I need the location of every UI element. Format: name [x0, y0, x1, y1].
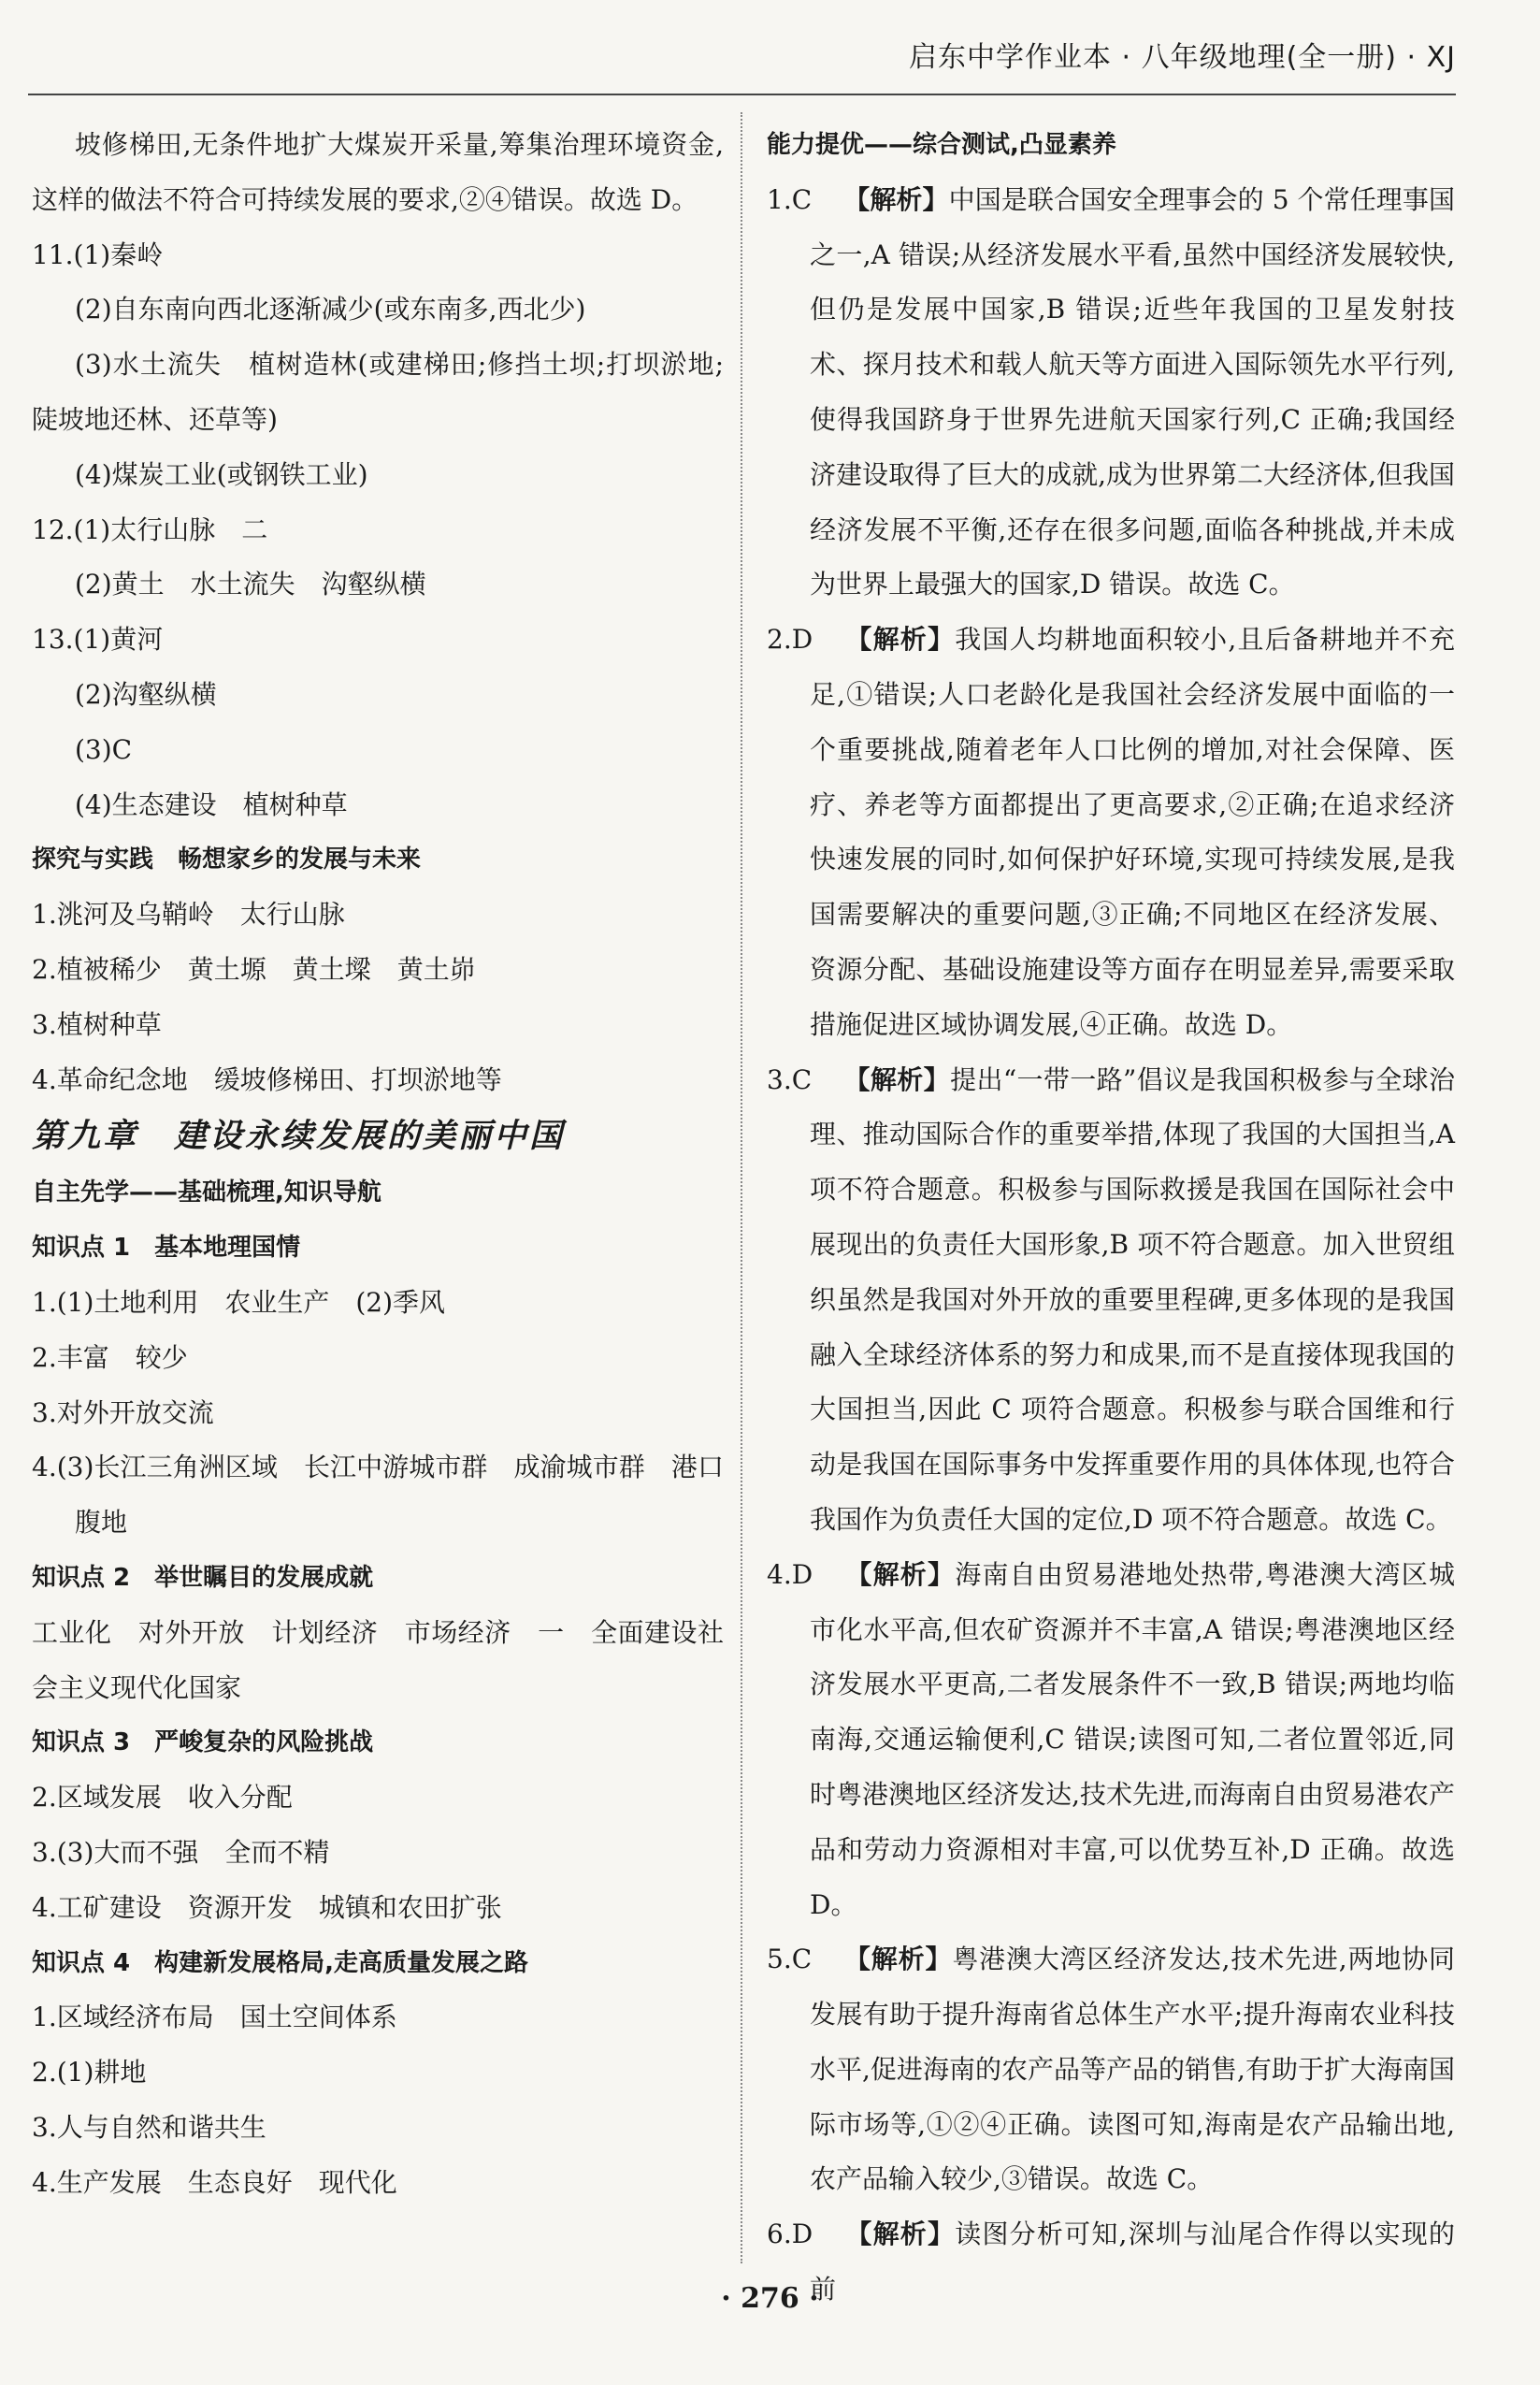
analysis-tag: 【解析】	[843, 183, 949, 215]
page-number: · 276 ·	[721, 2282, 819, 2315]
book-title: 启东中学作业本 · 八年级地理(全一册) · XJ	[908, 41, 1456, 74]
kp1-item: 4.(3)长江三角洲区域 长江中游城市群 成渝城市群 港口腹地	[32, 1452, 724, 1539]
explore-item: 4.革命纪念地 缓坡修梯田、打坝淤地等	[32, 1063, 502, 1095]
answer-text: 粤港澳大湾区经济发达,技术先进,两地协同发展有助于提升海南省总体生产水平;提升海南农业科技水平,促进海南的农产品等产品的销售,有助于扩大海南国际市场等,①②④正确。读图可知,海南是农产品输出地,农产品输入较少,③错误。故选 C。	[810, 1944, 1455, 2195]
page-header	[0, 0, 1540, 97]
answer-text: 海南自由贸易港地处热带,粤港澳大湾区城市化水平高,但农矿资源并不丰富,A 错误;粤港澳地区经济发展水平更高,二者发展条件不一致,B 错误;两地均临南海,交通运输便利,C 错误;读图可知,二者位置邻近,同时粤港澳地区经济发达,技术先进,而海南自由贸易港农产品和劳动力资源相对丰富,可以优势互补,D 正确。故选 D。	[810, 1558, 1455, 1920]
answer-3	[767, 1053, 1455, 1548]
analysis-tag: 【解析】	[844, 2219, 956, 2250]
q11-line-1	[32, 228, 724, 283]
analysis-tag: 【解析】	[844, 1558, 956, 1590]
ability-heading: 能力提优——综合测试,凸显素养	[767, 131, 1116, 159]
kp3-item: 3.(3)大而不强 全而不精	[32, 1836, 330, 1868]
kp2-text: 工业化 对外开放 计划经济 市场经济 一 全面建设社会主义现代化国家	[32, 1616, 724, 1703]
q12-line-1	[32, 503, 724, 558]
q13-line-1	[32, 613, 724, 668]
q11-answer-2: (2)自东南向西北逐渐减少(或东南多,西北少)	[75, 294, 586, 325]
answer-2	[767, 613, 1455, 1052]
analysis-tag: 【解析】	[843, 1063, 951, 1095]
answer-4	[767, 1548, 1455, 1933]
answer-number: 2.D	[767, 624, 813, 656]
answer-number: 1.C	[767, 183, 813, 215]
kp4-item: 1.区域经济布局 国土空间体系	[32, 2002, 397, 2033]
kp4-item: 2.(1)耕地	[32, 2057, 147, 2089]
q11-answer-4: (4)煤炭工业(或钢铁工业)	[75, 458, 368, 490]
q13-answer-2: (2)沟壑纵横	[75, 678, 217, 710]
kp2-heading: 知识点 2 举世瞩目的发展成就	[32, 1563, 374, 1592]
kp1-heading: 知识点 1 基本地理国情	[32, 1234, 301, 1263]
q13-answer-4: (4)生态建设 植树种草	[75, 788, 348, 820]
kp4-item: 4.生产发展 生态良好 现代化	[32, 2166, 397, 2198]
q12-answer-2: (2)黄土 水土流失 沟壑纵横	[75, 569, 426, 600]
answer-text: 中国是联合国安全理事会的 5 个常任理事国之一,A 错误;从经济发展水平看,虽然中国经济发展较快,但仍是发展中国家,B 错误;近些年我国的卫星发射技术、探月技术和载人航天等方面进入国际领先水平行列,使得我国跻身于世界先进航天国家行列,C 正确;我国经济建设取得了巨大的成就,成为世界第二大经济体,但我国经济发展不平衡,还存在很多问题,面临各种挑战,并未成为世界上最强大的国家,D 错误。故选 C。	[810, 183, 1455, 600]
left-column	[32, 118, 724, 2245]
answer-1	[767, 173, 1455, 613]
column-divider	[741, 112, 742, 2263]
right-column	[767, 118, 1455, 2306]
kp4-heading: 知识点 4 构建新发展格局,走高质量发展之路	[32, 1948, 529, 1977]
kp1-item: 1.(1)土地利用 农业生产 (2)季风	[32, 1286, 446, 1318]
q12-answer-1: (1)太行山脉 二	[73, 513, 268, 545]
kp3-item: 4.工矿建设 资源开发 城镇和农田扩张	[32, 1891, 502, 1923]
kp1-item: 3.对外开放交流	[32, 1396, 214, 1428]
kp4-item: 3.人与自然和谐共生	[32, 2111, 266, 2143]
answer-text: 提出“一带一路”倡议是我国积极参与全球治理、推动国际合作的重要举措,体现了我国的大国担当,A 项不符合题意。积极参与国际救援是我国在国际社会中展现出的负责任大国形象,B 项不符合题意。加入世贸组织虽然是我国对外开放的重要里程碑,更多体现的是我国融入全球经济体系的努力和成果,而不是直接体现我国的大国担当,因此 C 项符合题意。积极参与联合国维和行动是我国在国际事务中发挥重要作用的具体体现,也符合我国作为负责任大国的定位,D 项不符合题意。故选 C。	[810, 1063, 1455, 1535]
explore-item: 1.洮河及乌鞘岭 太行山脉	[32, 899, 345, 931]
answer-text: 我国人均耕地面积较小,且后备耕地并不充足,①错误;人口老龄化是我国社会经济发展中面临的一个重要挑战,随着老年人口比例的增加,对社会保障、医疗、养老等方面都提出了更高要求,②正确;在追求经济快速发展的同时,如何保护好环境,实现可持续发展,是我国需要解决的重要问题,③正确;不同地区在经济发展、资源分配、基础设施建设等方面存在明显差异,需要采取措施促进区域协调发展,④正确。故选 D。	[810, 624, 1455, 1040]
intro-paragraph: 坡修梯田,无条件地扩大煤炭开采量,筹集治理环境资金,这样的做法不符合可持续发展的要求,②④错误。故选 D。	[32, 129, 724, 215]
q13-answer-3: (3)C	[75, 733, 133, 765]
q11-answer-1: (1)秦岭	[73, 238, 164, 270]
answer-5	[767, 1932, 1455, 2207]
q11-number: 11.	[32, 238, 74, 270]
answer-number: 5.C	[767, 1944, 813, 1975]
answer-number: 6.D	[767, 2219, 813, 2250]
header-rule	[28, 94, 1456, 95]
kp1-item: 2.丰富 较少	[32, 1341, 188, 1373]
explore-heading: 探究与实践 畅想家乡的发展与未来	[32, 846, 422, 874]
answer-text: 读图分析可知,深圳与汕尾合作得以实现的前	[810, 2219, 1455, 2306]
kp3-item: 2.区域发展 收入分配	[32, 1782, 293, 1814]
analysis-tag: 【解析】	[844, 624, 956, 656]
explore-item: 2.植被稀少 黄土塬 黄土墚 黄土峁	[32, 953, 476, 985]
q13-answer-1: (1)黄河	[73, 624, 164, 656]
explore-item: 3.植树种草	[32, 1008, 162, 1040]
chapter-title: 第九章 建设永续发展的美丽中国	[32, 1117, 566, 1156]
analysis-tag: 【解析】	[843, 1944, 953, 1975]
answer-number: 4.D	[767, 1558, 813, 1590]
self-study-heading: 自主先学——基础梳理,知识导航	[32, 1178, 381, 1207]
kp3-heading: 知识点 3 严峻复杂的风险挑战	[32, 1728, 374, 1757]
answer-number: 3.C	[767, 1063, 813, 1095]
q11-answer-3: (3)水土流失 植树造林(或建梯田;修挡土坝;打坝淤地;陡坡地还林、还草等)	[32, 349, 724, 435]
q12-number: 12.	[32, 513, 74, 545]
q13-number: 13.	[32, 624, 74, 656]
